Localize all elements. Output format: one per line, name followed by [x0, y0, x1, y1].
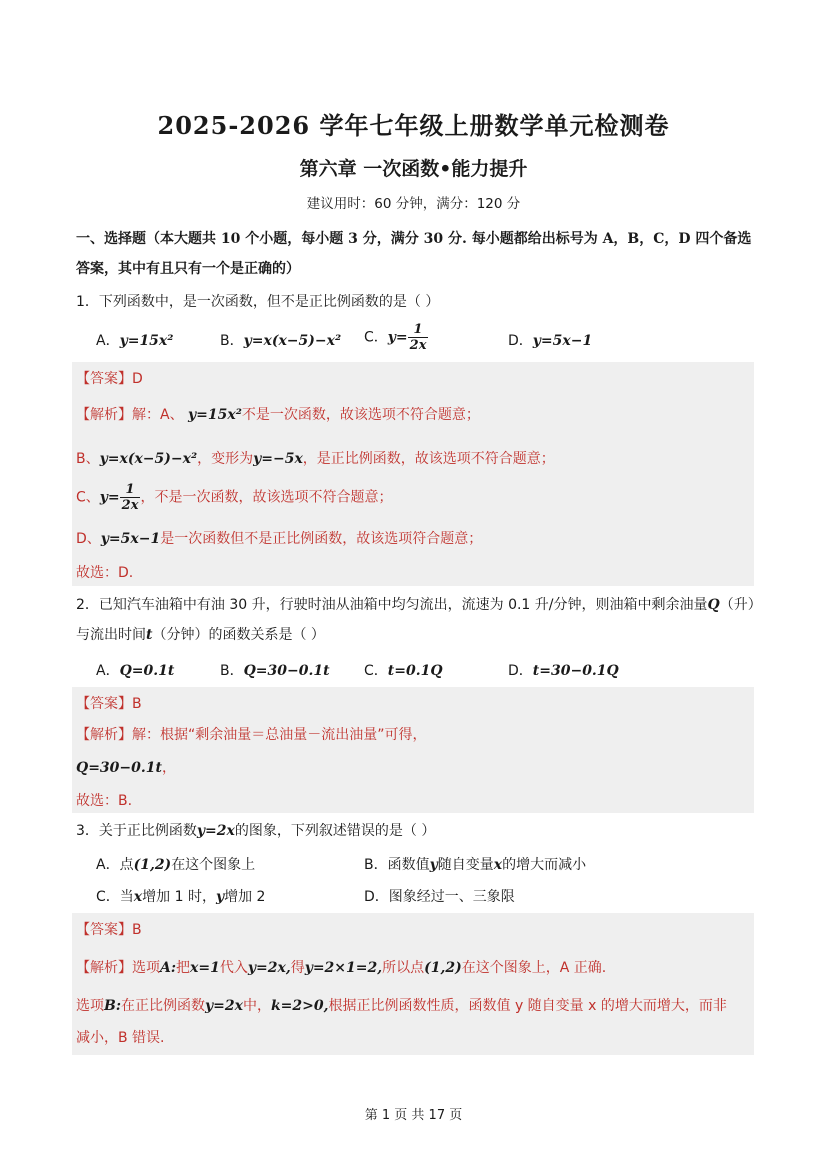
q1-analysis-line-3: C、y= $\frac{1}{2x}$ ，不是一次函数，故该选项不符合题意；: [76, 482, 393, 513]
q2-answer-box: [72, 687, 754, 813]
q1-option-c-fraction: $\frac{1}{2x}$: [409, 322, 427, 353]
question-2-stem: 2．已知汽车油箱中有油 30 升，行驶时油从油箱中均匀流出，流速为 0.1 升/分钟，则油箱中剩余油量Q（升）: [76, 597, 762, 613]
page-number: 第 1 页 共 17 页: [364, 1108, 463, 1123]
q1-answer: 【答案】D: [76, 371, 143, 387]
q2-answer: 【答案】B: [76, 696, 142, 712]
q3-answer-box: [72, 913, 754, 1055]
q2-conclusion: 故选：B.: [76, 793, 133, 809]
page-title: 2025-2026 学年七年级上册数学单元检测卷: [157, 111, 670, 140]
question-3-stem: 3．关于正比例函数y=2x的图象，下列叙述错误的是（ ）: [76, 823, 436, 839]
q2-option-c: C．t=0.1Q: [364, 663, 443, 679]
q3-option-c: C．当x增加 1 时，y增加 2: [96, 889, 266, 905]
q2-option-b: B．Q=30−0.1t: [220, 663, 330, 679]
section-heading: 一、选择题（本大题共 10 个小题，每小题 3 分，满分 30 分. 每小题都给出标号为 A，B，C，D 四个备选答案，其中有且只有一个是正确的）: [76, 231, 752, 277]
q2-option-a: A．Q=0.1t: [96, 663, 175, 679]
q1-option-a: A．y=15x²: [96, 333, 174, 349]
q2-analysis-line-1: 【解析】解：根据“剩余油量＝总油量－流出油量”可得，: [76, 727, 427, 743]
q2-option-d: D．t=30−0.1Q: [508, 663, 619, 679]
q3-option-d: D．图象经过一、三象限: [364, 889, 515, 905]
q1-option-b: B．y=x(x−5)−x²: [220, 333, 342, 349]
q1-answer-box: [72, 362, 754, 586]
q3-analysis-line-1: 【解析】选项A:把x=1代入y=2x,得y=2×1=2,所以点(1,2)在这个图象上，A 正确.: [76, 960, 607, 976]
chapter-subtitle: 第六章 一次函数•能力提升: [299, 158, 528, 180]
q1-analysis-line-2: B、y=x(x−5)−x²，变形为y=−5x，是正比例函数，故该选项不符合题意；: [76, 451, 555, 467]
q3-analysis-line-3: 减小，B 错误.: [76, 1030, 165, 1046]
question-2-stem-line-2: 与流出时间t（分钟）的函数关系是（ ）: [76, 627, 325, 643]
q1-conclusion: 故选：D.: [76, 565, 134, 581]
q1-analysis-fraction: $\frac{1}{2x}$: [121, 482, 139, 513]
q3-answer: 【答案】B: [76, 922, 142, 938]
q3-option-b: B．函数值y随自变量x的增大而减小: [364, 857, 587, 873]
q3-option-a: A．点(1,2)在这个图象上: [96, 857, 256, 873]
q2-analysis-line-2: Q=30−0.1t，: [76, 760, 176, 776]
q1-option-c: C．y= $\frac{1}{2x}$: [364, 322, 427, 353]
q3-analysis-line-2: 选项B:在正比例函数y=2x中，k=2>0,根据正比例函数性质，函数值 y 随自变量 x 的增大而增大，而非: [76, 998, 727, 1014]
q1-analysis-line-4: D、y=5x−1是一次函数但不是正比例函数，故该选项符合题意；: [76, 531, 483, 547]
question-1-stem: 1．下列函数中，是一次函数，但不是正比例函数的是（ ）: [76, 294, 440, 310]
time-info: 建议用时：60 分钟，满分：120 分: [306, 196, 521, 212]
q1-analysis-line-1: 【解析】解：A、 y=15x²不是一次函数，故该选项不符合题意；: [76, 407, 480, 423]
q1-option-d: D．y=5x−1: [508, 333, 593, 349]
